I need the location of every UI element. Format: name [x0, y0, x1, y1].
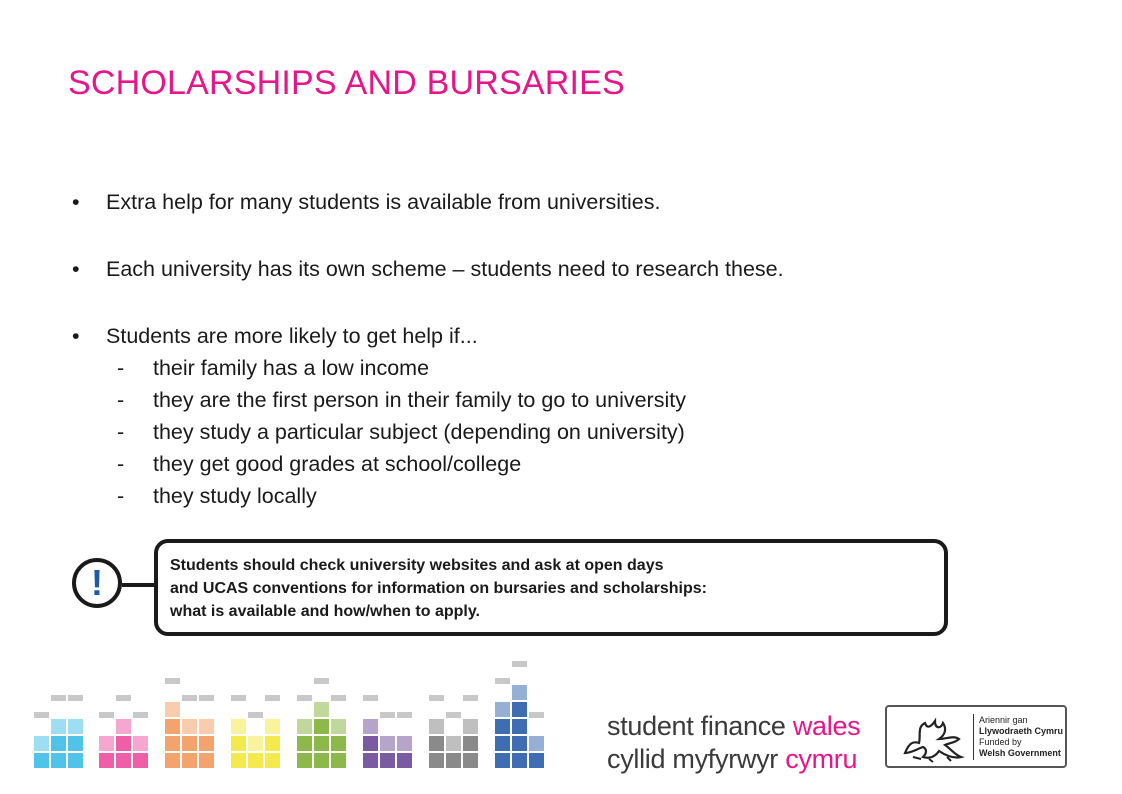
bar-segment [314, 719, 329, 734]
bar-segment [68, 736, 83, 751]
callout-line: and UCAS conventions for information on bursaries and scholarships: [170, 580, 707, 597]
bar-segment [429, 719, 444, 734]
sub-marker: - [117, 484, 125, 508]
bar-segment [512, 685, 527, 700]
bar-segment [68, 753, 83, 768]
bullet-item [72, 253, 784, 285]
bar-segment [363, 695, 378, 701]
bar-segment [99, 753, 114, 768]
bar-segment [116, 753, 131, 768]
sub-text: their family has a low income [153, 356, 430, 380]
sub-item [72, 352, 784, 384]
bar-segment [363, 736, 378, 751]
bar-segment [446, 712, 461, 718]
logo-divider [973, 714, 974, 760]
bar-segment [512, 753, 527, 768]
bar-segment [297, 736, 312, 751]
bar-segment [380, 753, 395, 768]
bar-segment [182, 719, 197, 734]
bullet-list [72, 186, 784, 512]
bar-segment [265, 753, 280, 768]
bar-segment [397, 712, 412, 718]
bar-segment [512, 702, 527, 717]
bar-segment [51, 753, 66, 768]
bar-segment [297, 753, 312, 768]
bar-segment [429, 753, 444, 768]
bar-segment [265, 736, 280, 751]
bar-segment [133, 712, 148, 718]
bar-segment [199, 719, 214, 734]
bar-segment [51, 719, 66, 734]
bar-segment [495, 719, 510, 734]
sub-marker: - [117, 388, 125, 412]
bar-segment [248, 753, 263, 768]
sub-item [72, 448, 784, 480]
bar-segment [529, 753, 544, 768]
bar-segment [99, 712, 114, 718]
bar-segment [529, 712, 544, 718]
welsh-government-logo [885, 705, 1067, 768]
bar-segment [495, 702, 510, 717]
callout-box [154, 539, 948, 636]
logo-line-welsh: cyllid myfyrwyr cymru [607, 744, 858, 774]
bar-segment [380, 712, 395, 718]
bar-segment [512, 661, 527, 667]
exclamation-icon [72, 558, 122, 608]
bar-segment [297, 719, 312, 734]
bar-segment [231, 695, 246, 701]
bullet-text: Students are more likely to get help if... [106, 324, 478, 348]
bar-segment [429, 695, 444, 701]
bullet-marker: • [72, 190, 80, 214]
dragon-icon [899, 713, 967, 763]
bar-segment [529, 736, 544, 751]
bar-segment [116, 695, 131, 701]
bar-segment [265, 695, 280, 701]
bar-segment [231, 736, 246, 751]
bar-segment [231, 719, 246, 734]
bar-segment [99, 736, 114, 751]
bar-segment [165, 736, 180, 751]
bar-segment [331, 736, 346, 751]
bar-segment [165, 753, 180, 768]
callout-connector [122, 583, 156, 587]
bar-segment [446, 753, 461, 768]
sub-marker: - [117, 452, 125, 476]
bullet-marker: • [72, 324, 80, 348]
bar-segment [68, 719, 83, 734]
bar-segment [248, 712, 263, 718]
bar-segment [231, 753, 246, 768]
bar-segment [133, 736, 148, 751]
exclamation-mark: ! [91, 562, 103, 603]
sub-item [72, 416, 784, 448]
bar-segment [265, 719, 280, 734]
bar-segment [116, 719, 131, 734]
bar-segment [380, 736, 395, 751]
gov-text: Ariennir gan Llywodraeth Cymru Funded by Welsh Government [979, 715, 1064, 758]
bar-segment [314, 753, 329, 768]
bar-segment [363, 719, 378, 734]
bullet-marker: • [72, 257, 80, 281]
bar-segment [495, 678, 510, 684]
bar-segment [165, 702, 180, 717]
bar-segment [495, 753, 510, 768]
bar-segment [133, 753, 148, 768]
bar-segment [331, 753, 346, 768]
bar-segment [463, 753, 478, 768]
callout-line: what is available and how/when to apply. [170, 603, 480, 620]
bar-segment [34, 753, 49, 768]
bar-segment [182, 695, 197, 701]
bar-segment [199, 695, 214, 701]
sub-item [72, 480, 784, 512]
bar-segment [116, 736, 131, 751]
bar-segment [314, 736, 329, 751]
bar-segment [165, 719, 180, 734]
page-title: SCHOLARSHIPS AND BURSARIES [68, 64, 625, 102]
bar-segment [182, 736, 197, 751]
bar-segment [34, 712, 49, 718]
callout-line: Students should check university websites and ask at open days [170, 557, 664, 574]
bullet-text: Extra help for many students is available from universities. [106, 190, 661, 214]
bar-segment [512, 719, 527, 734]
sub-text: they study locally [153, 484, 317, 508]
bar-segment [397, 753, 412, 768]
sub-text: they are the first person in their family to go to university [153, 388, 686, 412]
bar-segment [248, 736, 263, 751]
bar-segment [331, 719, 346, 734]
bar-segment [199, 736, 214, 751]
bar-segment [68, 695, 83, 701]
sub-marker: - [117, 356, 125, 380]
logo-line-english: student finance wales [607, 711, 861, 741]
bullet-text: Each university has its own scheme – students need to research these. [106, 257, 784, 281]
bullet-item [72, 186, 784, 218]
bar-segment [463, 719, 478, 734]
bar-segment [446, 736, 461, 751]
sub-item [72, 384, 784, 416]
bar-segment [495, 736, 510, 751]
bar-segment [463, 736, 478, 751]
bar-segment [51, 736, 66, 751]
sub-text: they study a particular subject (depending on university) [153, 420, 685, 444]
bar-segment [397, 736, 412, 751]
sub-marker: - [117, 420, 125, 444]
bar-segment [331, 695, 346, 701]
bar-segment [34, 736, 49, 751]
student-finance-wales-logo [607, 710, 860, 776]
bar-segment [199, 753, 214, 768]
bar-segment [314, 678, 329, 684]
bar-segment [165, 678, 180, 684]
bar-segment [512, 736, 527, 751]
bar-segment [51, 695, 66, 701]
sub-text: they get good grades at school/college [153, 452, 522, 476]
bar-segment [429, 736, 444, 751]
bullet-item [72, 320, 784, 352]
bar-segment [314, 702, 329, 717]
bar-segment [463, 695, 478, 701]
bar-segment [297, 695, 312, 701]
bar-segment [182, 753, 197, 768]
bar-segment [363, 753, 378, 768]
